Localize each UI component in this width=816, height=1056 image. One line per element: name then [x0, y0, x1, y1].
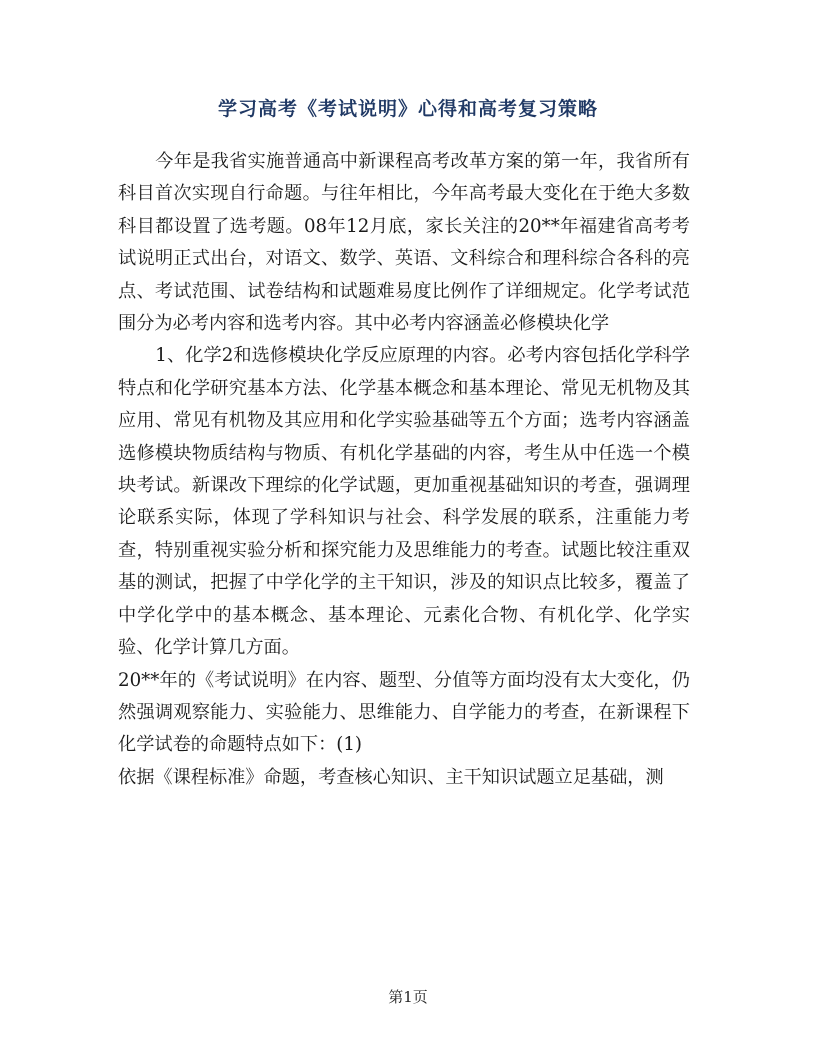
document-body — [118, 146, 690, 794]
page-number: 第1页 — [388, 988, 428, 1006]
paragraph-exam-notes: 20**年的《考试说明》在内容、题型、分值等方面均没有太大变化，仍然强调观察能力、实验能力、思维能力、自学能力的考查，在新课程下化学试卷的命题特点如下：(1) — [118, 669, 690, 756]
document-title: 学习高考《考试说明》心得和高考复习策略 — [217, 98, 598, 120]
paragraph-chemistry-scope: 1、化学2和选修模块化学反应原理的内容。必考内容包括化学科学特点和化学研究基本方法、化学基本概念和基本理论、常见无机物及其应用、常见有机物及其应用和化学实验基础等五个方面；选考内容涵盖选修模块物质结构与物质、有机化学基础的内容，考生从中任选一个模块考试。新课改下理综的化学试题，更加重视基础知识的考查，强调理论联系实际，体现了学科知识与社会、科学发展的联系，注重能力考查，特别重视实验分析和探究能力及思维能力的考查。试题比较注重双基的测试，把握了中学化学的主干知识，涉及的知识点比较多，覆盖了中学化学中的基本概念、基本理论、元素化合物、有机化学、化学实验、化学计算几方面。 — [118, 345, 690, 659]
paragraph-intro: 今年是我省实施普通高中新课程高考改革方案的第一年，我省所有科目首次实现自行命题。与往年相比，今年高考最大变化在于绝大多数科目都设置了选考题。08年12月底，家长关注的20**年福建省高考考试说明正式出台，对语文、数学、英语、文科综合和理科综合各科的亮点、考试范围、试卷结构和试题难易度比例作了详细规定。化学考试范围分为必考内容和选考内容。其中必考内容涵盖必修模块化学 — [118, 151, 690, 335]
paragraph-curriculum-standard: 依据《课程标准》命题，考查核心知识、主干知识试题立足基础，测 — [118, 766, 664, 788]
